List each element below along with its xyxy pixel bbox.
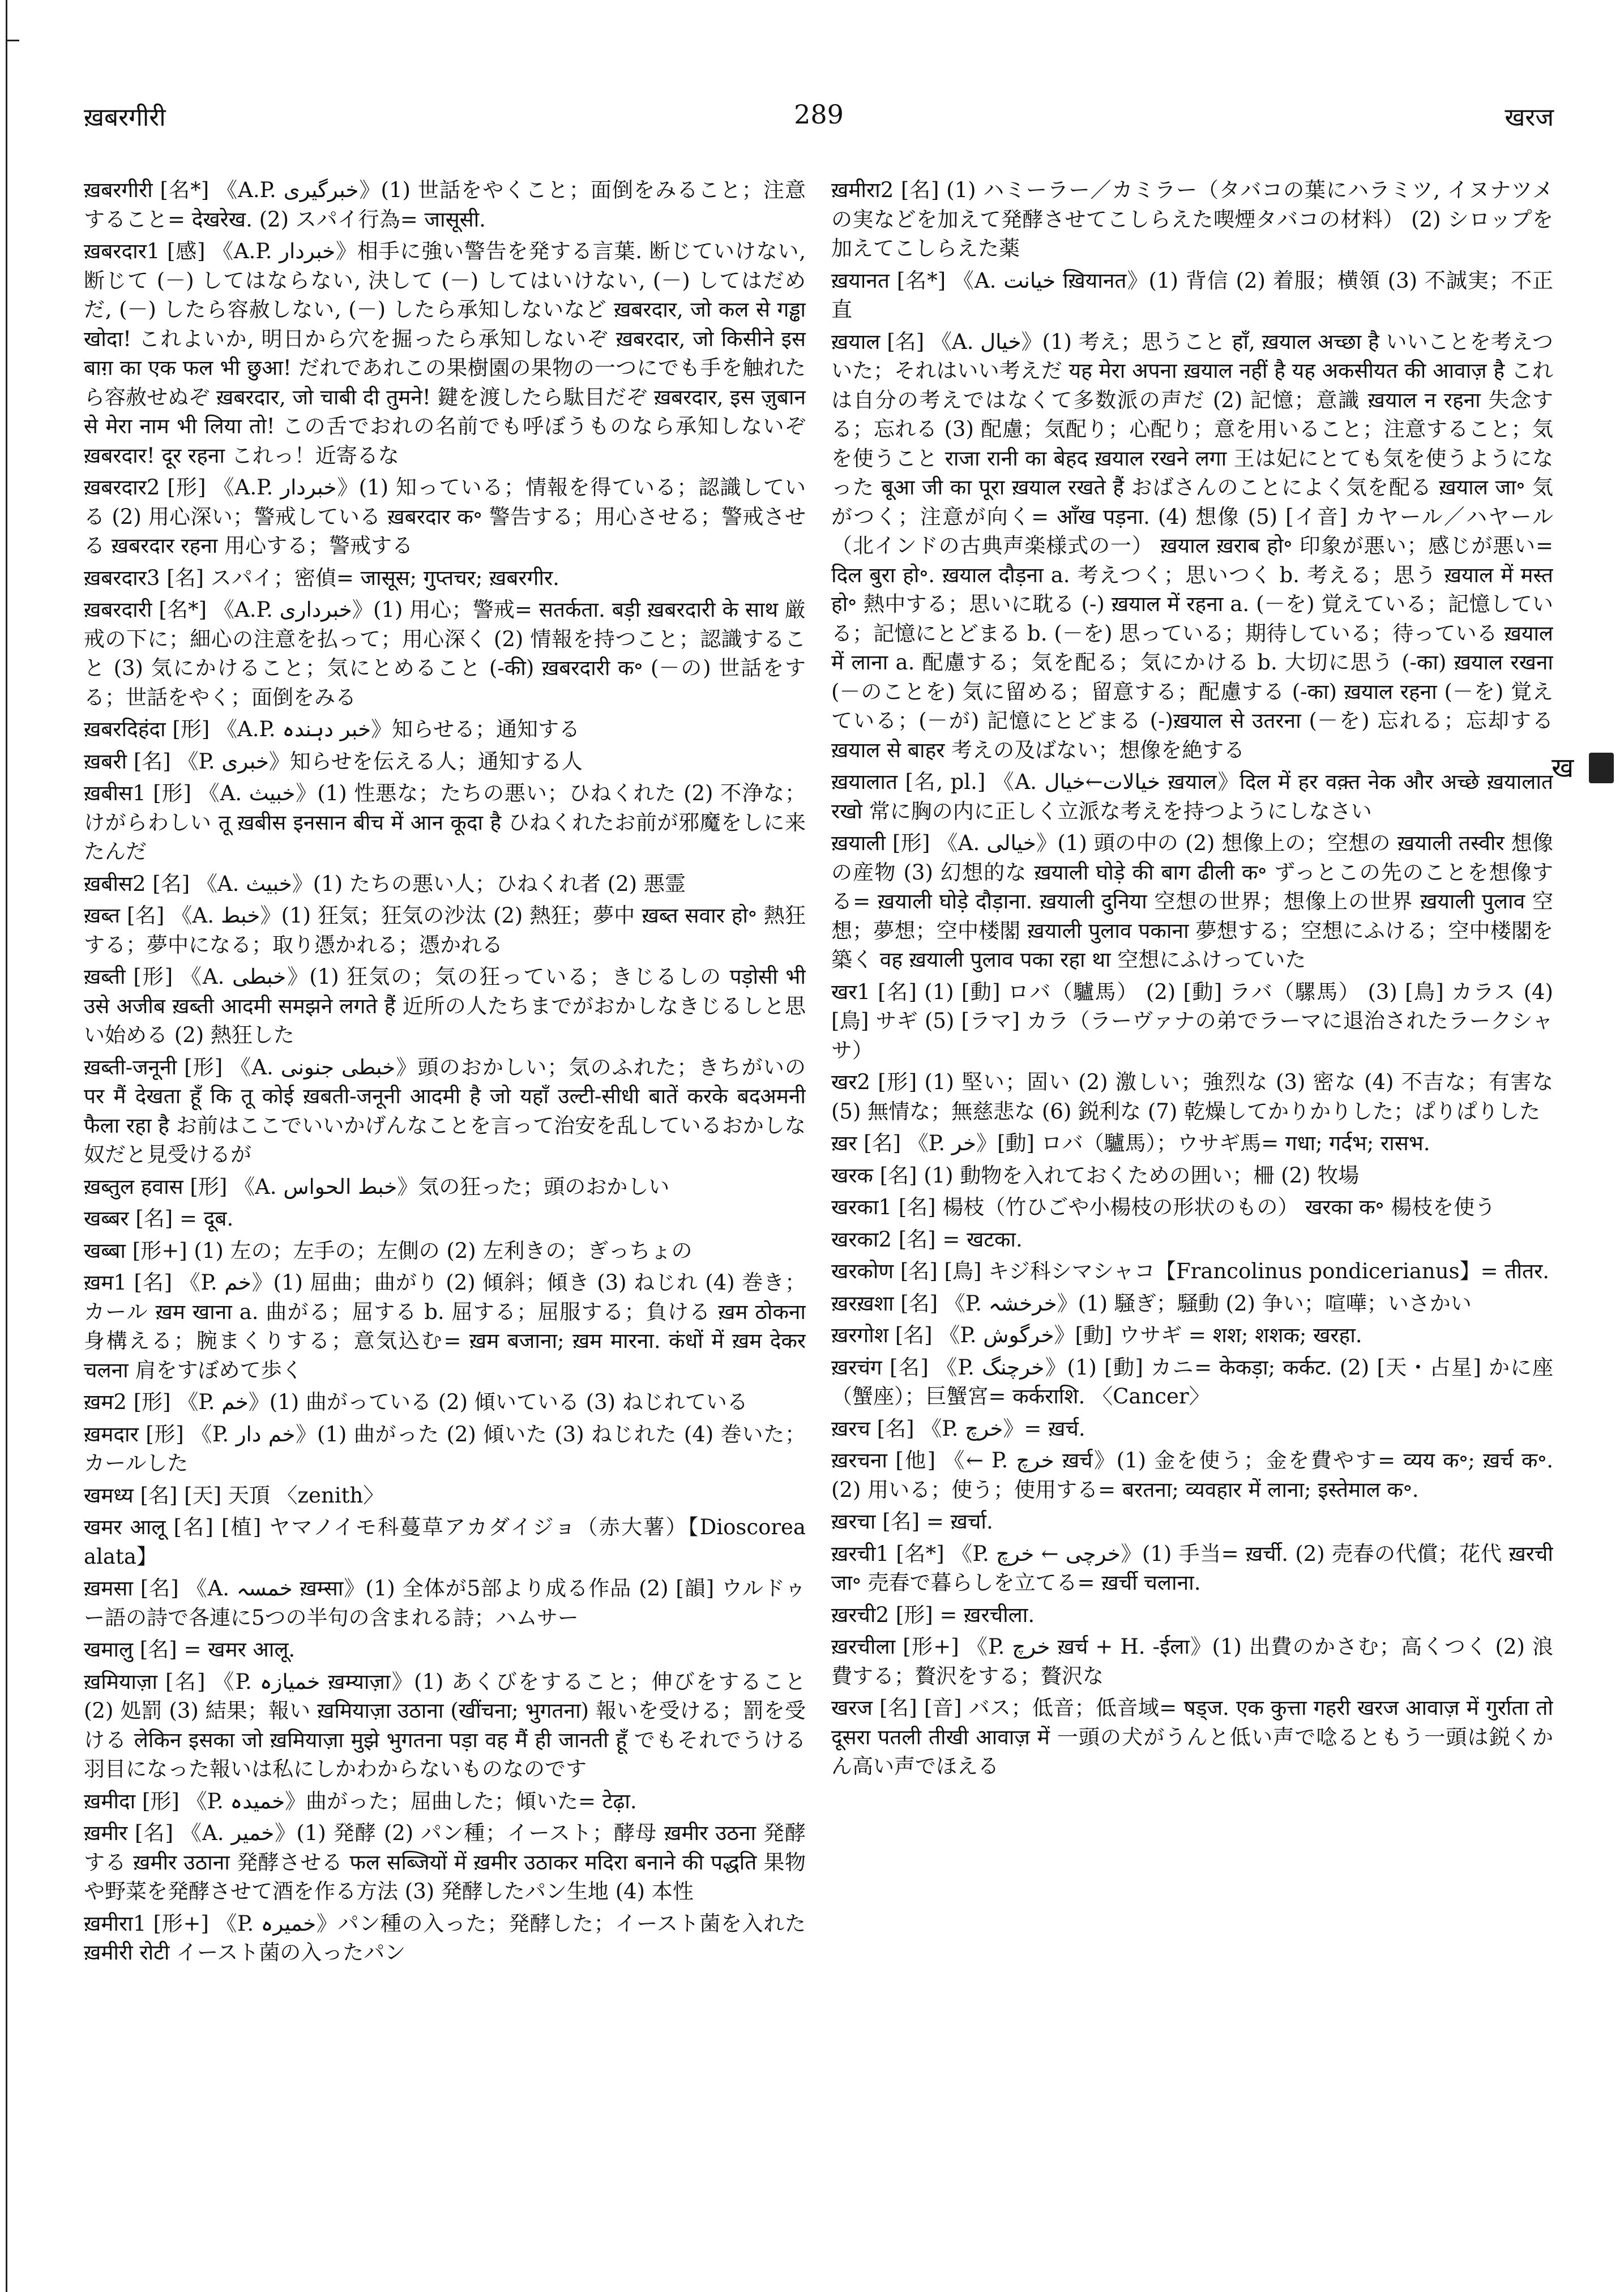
dictionary-entry: ख़रची1 [名*] 《P. خرچی ← خرچ》(1) 手当= ख़र्ची. (2) 売春の代償；花代 ख़रची जा॰ 売春で暮らしを立てる= ख़र्ची चलाना. — [831, 1541, 1553, 1595]
dictionary-entry: ख़ब्त [名] 《A. خبط》(1) 狂気；狂気の沙汰 (2) 熱狂；夢中 ख़ब्त सवार हो॰ 熱狂する；夢中になる；取り憑かれる；憑かれる — [84, 903, 806, 957]
dictionary-entry: ख़रगोश [名] 《P. خرگوش》[動] ウサギ = शश; शशक; खरहा. — [831, 1323, 1362, 1347]
dictionary-entry: ख़मीरा1 [形+] 《P. خمیرہ》パン種の入った；発酵した；イースト菌を入れた ख़मीरी रोटी イースト菌の入ったパン — [84, 1911, 806, 1965]
dictionary-entry: खरकोण [名] [鳥] キジ科シマシャコ【Francolinus pondicerianus】= तीतर. — [831, 1259, 1549, 1283]
dictionary-entry: खब्बा [形+] (1) 左の；左手の；左側の (2) 左利きの；ぎっちょの — [84, 1238, 693, 1263]
right-guide-word: खरज — [1505, 103, 1554, 132]
dictionary-entry: ख़रख़शा [名] 《P. خرخشہ》(1) 騒ぎ；騒動 (2) 争い；喧嘩；いさかい — [831, 1291, 1472, 1316]
dictionary-entry: खब्बर [名] = दूब. — [84, 1206, 234, 1231]
left-guide-word: ख़बरगीरी — [84, 103, 166, 132]
dictionary-entry: खमध्य [名] [天] 天頂 〈zenith〉 — [84, 1483, 384, 1508]
dictionary-entry: ख़बरदिहंदा [形] 《A.P. خبر دہندہ》知らせる；通知する — [84, 717, 580, 741]
dictionary-entry: ख़म1 [名] 《P. خم》(1) 屈曲；曲がり (2) 傾斜；傾き (3) ねじれ (4) 巻き；カール ख़म खाना a. 曲がる；屈する b. 屈する；屈服する；負ける ख़म ठोकना 身構える；腕まくりする；意気込む= ख़म बजाना; ख़म मारना. कंधों में ख़म देकर चलना 肩をすぼめて歩く — [84, 1270, 806, 1382]
dictionary-entry: ख़मसा [名] 《A. خمسہ ख़म्सा》(1) 全体が5部より成る作品 (2) [韻] ウルドゥー語の詩で各連に5つの半句の含まれる詩；ハムサー — [84, 1576, 806, 1630]
dictionary-entry: खर2 [形] (1) 堅い；固い (2) 激しい；強烈な (3) 密な (4) 不吉な；有害な (5) 無情な；無慈悲な (6) 鋭利な (7) 乾燥してかりかりした；ぱりぱりした — [831, 1070, 1553, 1124]
dictionary-entry: ख़ब्ती [形] 《A. خبطی》(1) 狂気の；気の狂っている；きじるしの पड़ोसी भी उसे अजीब ख़ब्ती आदमी समझने लगते हैं 近所の人たちまでがおかしなきじるしと思い始める (2) 熱狂した — [84, 964, 806, 1047]
dictionary-entry: ख़रचा [名] = ख़र्चा. — [831, 1509, 993, 1534]
dictionary-entry: ख़ब्ती-जनूनी [形] 《A. خبطی جنونی》頭のおかしい；気のふれた；きちがいの पर मैं देखता हूँ कि तू कोई ख़बती-जनूनी आदमी है जो यहाँ उल्टी-सीधी बातें करके बदअमनी फैला रहा है お前はここでいいかげんなことを言って治安を乱しているおかしな奴だと見受けるが — [84, 1055, 806, 1167]
dictionary-entry: ख़बरी [名] 《P. خبری》知らせを伝える人；通知する人 — [84, 749, 583, 774]
dictionary-entry: ख़यालात [名, pl.] 《A. خیالات←خیال ख़याल》दिल में हर वक़्त नेक और अच्छे ख़यालात रखो 常に胸の内に正しく立派な考えを持つようにしなさい — [831, 770, 1553, 823]
thumb-index-marker-icon — [1589, 753, 1614, 783]
dictionary-entry: खरज [名] [音] バス；低音；低音域= षड्ज. एक कुत्ता गहरी खरज आवाज़ में गुर्राता तो दूसरा पतली तीखी आवाज़ में 一頭の犬がうんと低い声で唸るともう一頭は鋭くかん高い声でほえる — [831, 1696, 1553, 1778]
dictionary-entry: ख़याली [形] 《A. خیالی》(1) 頭の中の (2) 想像上の；空想の ख़याली तस्वीर 想像の産物 (3) 幻想的な ख़याली घोड़े की बाग ढीली क॰ ずっとこの先のことを想像する= ख़याली घोड़े दौड़ाना. ख़याली दुनिया 空想の世界；想像上の世界 ख़याली पुलाव 空想；夢想；空中楼閣 ख़याली पुलाव पकाना 夢想する；空想にふける；空中楼閣を築く वह ख़याली पुलाव पका रहा था 空想にふけっていた — [831, 831, 1553, 972]
dictionary-entry: ख़यानत [名*] 《A. خیانت ख़ियानत》(1) 背信 (2) 着服；横領 (3) 不誠実；不正直 — [831, 268, 1553, 322]
dictionary-entry: ख़बरदार3 [名] スパイ；密偵= जासूस; गुप्तचर; ख़बरगीर. — [84, 565, 559, 590]
dictionary-entry: खमर आलू [名] [植] ヤマノイモ科蔓草アカダイジョ（赤大薯）【Dioscorea alata】 — [84, 1515, 806, 1569]
left-column — [84, 176, 806, 2248]
dictionary-entry: ख़बरदारी [名*] 《A.P. خبرداری》(1) 用心；警戒= सतर्कता. बड़ी ख़बरदारी के साथ 厳戒の下に；細心の注意を払って；用心深く (2) 情報を持つこと；認識すること (3) 気にかけること；気にとめること (-की) ख़बरदारी क॰ (－の) 世話をする；世話をやく；面倒をみる — [84, 597, 806, 710]
dictionary-entry: ख़बीस1 [形] 《A. خبیث》(1) 性悪な；たちの悪い；ひねくれた (2) 不浄な；けがらわしい तू ख़बीस इनसान बीच में आन कूदा है ひねくれたお前が邪魔をしに来たんだ — [84, 781, 806, 864]
dictionary-entry: ख़र [名] 《P. خر》[動] ロバ（驢馬）；ウサギ馬= गधा; गर्दभ; रासभ. — [831, 1131, 1430, 1155]
dictionary-entry: ख़याल [名] 《A. خیال》(1) 考え；思うこと हाँ, ख़याल अच्छा है いいことを考えついた；それはいい考えだ यह मेरा अपना ख़याल नहीं है यह अकसीयत की आवाज़ है これは自分の考えではなくて多数派の声だ (2) 記憶；意識 ख़याल न रहना 失念する；忘れる (3) 配慮；気配り；心配り；意を用いること；注意すること；気を使うこと राजा रानी का बेहद ख़याल रखने लगा 王は妃にとても気を使うようになった बूआ जी का पूरा ख़याल रखते हैं おばさんのことによく気を配る ख़याल जा॰ 気がつく；注意が向く= आँख पड़ना. (4) 想像 (5) [イ音] カヤール／ハヤール（北インドの古典声楽様式の一） ख़याल ख़राब हो॰ 印象が悪い；感じが悪い= दिल बुरा हो॰. ख़याल दौड़ना a. 考えつく；思いつく b. 考える；思う ख़याल में मस्त हो॰ 熱中する；思いに耽る (-) ख़याल में रहना a. (－を) 覚えている；記憶している；記憶にとどまる b. (－を) 思っている；期待している；待っている ख़याल में लाना a. 配慮する；気を配る；気にかける b. 大切に思う (-का) ख़याल रखना (－のことを) 気に留める；留意する；配慮する (-का) ख़याल रहना (－を) 覚えている；(－が) 記憶にとどまる (-)ख़याल से उतरना (－を) 忘れる；忘却する ख़याल से बाहर 考えの及ばない；想像を絶する — [831, 329, 1553, 762]
dictionary-entry: ख़बरदार2 [形] 《A.P. خبردار》(1) 知っている；情報を得ている；認識している (2) 用心深い；警戒している ख़बरदार क॰ 警告する；用心させる；警戒させる ख़बरदार रहना 用心する；警戒する — [84, 475, 806, 558]
running-header — [84, 99, 1554, 139]
dictionary-entry: ख़बीस2 [名] 《A. خبیث》(1) たちの悪い人；ひねくれ者 (2) 悪霊 — [84, 871, 686, 896]
dictionary-entry: ख़मीर [名] 《A. خمیر》(1) 発酵 (2) パン種；イースト；酵母 ख़मीर उठना 発酵する ख़मीर उठाना 発酵させる फल सब्जियों में ख़मीर उठाकर मदिरा बनाने की पद्धति 果物や野菜を発酵させて酒を作る方法 (3) 発酵したパン生地 (4) 本性 — [84, 1821, 806, 1903]
dictionary-entry: खरक [名] (1) 動物を入れておくための囲い；柵 (2) 牧場 — [831, 1163, 1360, 1188]
page-edge-rule — [6, 0, 7, 2292]
dictionary-entry: ख़रची2 [形] = ख़रचीला. — [831, 1602, 1035, 1627]
dictionary-entry: ख़म2 [形] 《P. خم》(1) 曲がっている (2) 傾いている (3) ねじれている — [84, 1390, 748, 1414]
dictionary-entry: ख़रच [名] 《P. خرچ》= ख़र्च. — [831, 1416, 1085, 1441]
dictionary-entry: ख़मदार [形] 《P. خم دار》(1) 曲がった (2) 傾いた (3) ねじれた (4) 巻いた；カールした — [84, 1422, 806, 1475]
page-edge-tick — [6, 40, 19, 41]
dictionary-entry: ख़रचना [他] 《← P. خرچ ख़र्च》(1) 金を使う；金を費やす= व्यय क॰; ख़र्च क॰. (2) 用いる；使う；使用する= बरतना; व्यवहार में लाना; इस्तेमाल क॰. — [831, 1448, 1553, 1502]
dictionary-entry: खरका2 [名] = खटका. — [831, 1227, 1023, 1252]
thumb-index-tab — [1552, 750, 1624, 786]
dictionary-entry: ख़मीदा [形] 《P. خمیدہ》曲がった；屈曲した；傾いた= टेढ़ा. — [84, 1789, 637, 1813]
dictionary-entry: ख़मीरा2 [名] (1) ハミーラー／カミラー（タバコの葉にハラミツ, イヌナツメの実などを加えて発酵させてこしらえた喫煙タバコの材料） (2) シロップを加えてこしらえた薬 — [831, 178, 1553, 261]
page-number: 289 — [794, 99, 844, 130]
dictionary-entry: ख़रचीला [形+] 《P. خرچ ख़र्च + H. -ईला》(1) 出費のかさむ；高くつく (2) 浪費する；贅沢をする；贅沢な — [831, 1634, 1553, 1688]
dictionary-entry: ख़ब्तुल हवास [形] 《A. خبط الحواس》気の狂った；頭のおかしい — [84, 1174, 670, 1199]
dictionary-entry: ख़बरदार1 [感] 《A.P. خبردار》相手に強い警告を発する言葉. 断じていけない, 断じて (－) してはならない, 決して (－) してはいけない, (－) してはだめだ, (－) したら容赦しない, (－) したら承知しないなど ख़बरदार, जो कल से गड्ढा खोदा! これよいか, 明日から穴を掘ったら承知しないぞ ख़बरदार, जो किसीने इस बाग़ का एक फल भी छुआ! だれであれこの果樹園の果物の一つにでも手を触れたら容赦せぬぞ ख़बरदार, जो चाबी दी तुमने! 鍵を渡したら駄目だぞ ख़बरदार, इस ज़ुबान से मेरा नाम भी लिया तो! この舌でおれの名前でも呼ぼうものなら承知しないぞ ख़बरदार! दूर रहना これっ！近寄るな — [84, 239, 806, 468]
right-column — [831, 176, 1553, 2248]
dictionary-entry: ख़रचंग [名] 《P. خرچنگ》(1) [動] カニ= केकड़ा; कर्कट. (2) [天・占星] かに座（蟹座）；巨蟹宮= कर्कराशि. 〈Cancer〉 — [831, 1355, 1553, 1409]
dictionary-entry: खर1 [名] (1) [動] ロバ（驢馬） (2) [動] ラバ（騾馬） (3) [鳥] カラス (4) [鳥] サギ (5) [ラマ] カラ（ラーヴァナの弟でラーマに退治されたラークシャサ） — [831, 979, 1553, 1062]
dictionary-entry: ख़मियाज़ा [名] 《P. خمیازہ ख़म्याज़ा》(1) あくびをすること；伸びをすること (2) 処罰 (3) 結果；報い ख़मियाज़ा उठाना (खींचना; भुगतना) 報いを受ける；罰を受ける लेकिन इसका जो ख़मियाज़ा मुझे भुगतना पड़ा वह मैं ही जानती हूँ でもそれでうける羽目になった報いは私にしかわからないものなのです — [84, 1669, 806, 1781]
thumb-index-letter: ख — [1552, 752, 1574, 784]
dictionary-entry: ख़बरगीरी [名*] 《A.P. خبرگیری》(1) 世話をやくこと；面倒をみること；注意すること= देखरेख. (2) スパイ行為= जासूसी. — [84, 178, 806, 232]
dictionary-entry: खमालु [名] = खमर आलू. — [84, 1637, 296, 1662]
dictionary-entry: खरका1 [名] 楊枝（竹ひごや小楊枝の形状のもの） खरका क॰ 楊枝を使う — [831, 1195, 1496, 1219]
